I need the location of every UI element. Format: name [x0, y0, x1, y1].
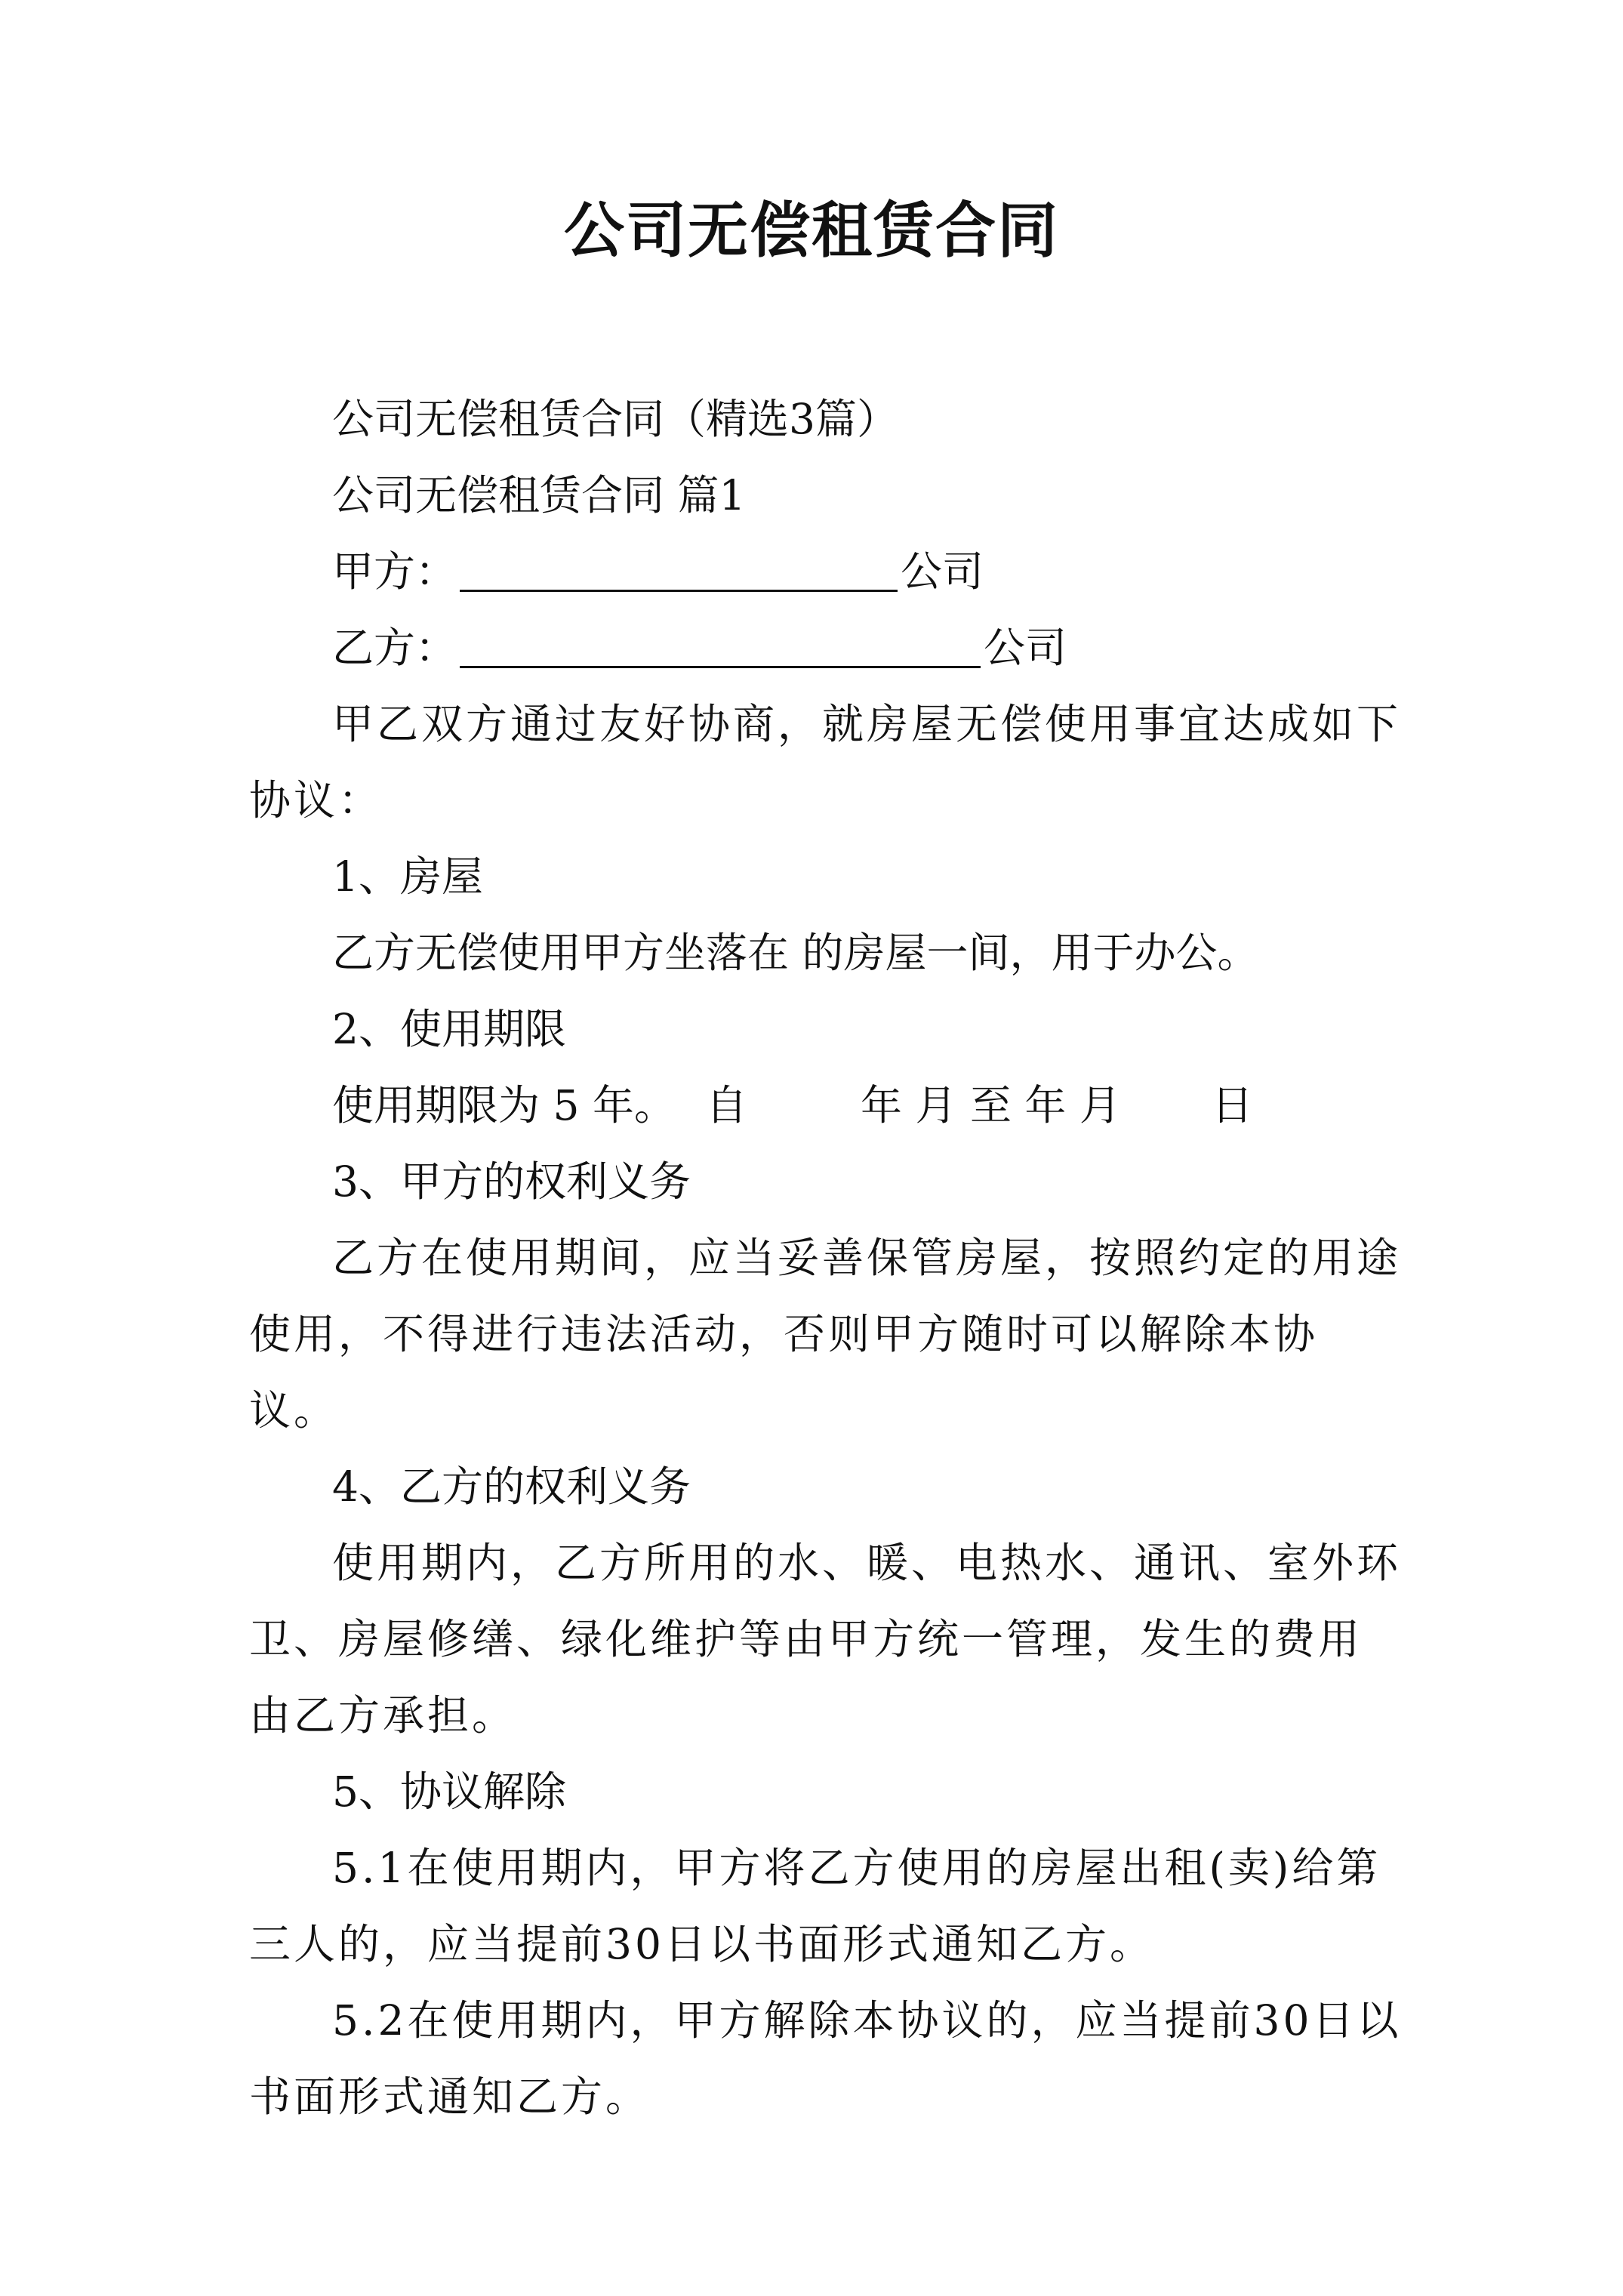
section-1-heading: 1、房屋 [332, 852, 483, 901]
section-5-1-text: 5.1在使用期内，甲方将乙方使用的房屋出租(卖)给第三人的，应当提前30日以书面形式通知乙方。 [249, 1844, 1381, 1968]
party-b-label: 乙方： [332, 624, 457, 672]
section-1-text: 乙方无偿使用甲方坐落在 的房屋一间，用于办公。 [332, 929, 1259, 977]
section-5-2-text: 5.2在使用期内，甲方解除本协议的，应当提前30日以书面形式通知乙方。 [249, 1996, 1402, 2121]
party-a-label: 甲方： [332, 547, 457, 596]
section-3-text: 乙方在使用期间，应当妥善保管房屋，按照约定的用途使用，不得进行违法活动，否则甲方随时可以解除本协议。 [249, 1234, 1402, 1435]
party-a-suffix: 公司 [901, 547, 984, 596]
term-dates: 年 月 至 年 月 [860, 1081, 1121, 1130]
party-b-blank [460, 627, 981, 668]
party-a-blank [460, 550, 898, 592]
party-b-line [249, 610, 1404, 686]
section-4-heading: 4、乙方的权利义务 [332, 1462, 691, 1511]
section-2-heading: 2、使用期限 [332, 1005, 566, 1053]
section-4-text: 使用期内，乙方所用的水、暖、电热水、通讯、室外环卫、房屋修缮、绿化维护等由甲方统一管理，发生的费用由乙方承担。 [249, 1539, 1402, 1740]
party-b-suffix: 公司 [984, 624, 1067, 672]
term-length: 使用期限为 5 年。 [332, 1081, 676, 1130]
subtitle: 公司无偿租赁合同（精选3篇） [332, 395, 898, 443]
intro-paragraph: 甲乙双方通过友好协商，就房屋无偿使用事宜达成如下协议： [249, 700, 1402, 824]
term-day: 日 [1211, 1081, 1253, 1130]
party-a-line [249, 534, 1404, 610]
section-2-text [249, 1068, 1404, 1144]
document-body [249, 381, 1404, 2135]
section-5-heading: 5、协议解除 [332, 1767, 566, 1816]
section-title: 公司无偿租赁合同 篇1 [332, 471, 746, 519]
document-title: 公司无偿租赁合同 [564, 195, 1059, 266]
section-3-heading: 3、甲方的权利义务 [332, 1157, 691, 1206]
term-from: 自 [705, 1081, 747, 1130]
